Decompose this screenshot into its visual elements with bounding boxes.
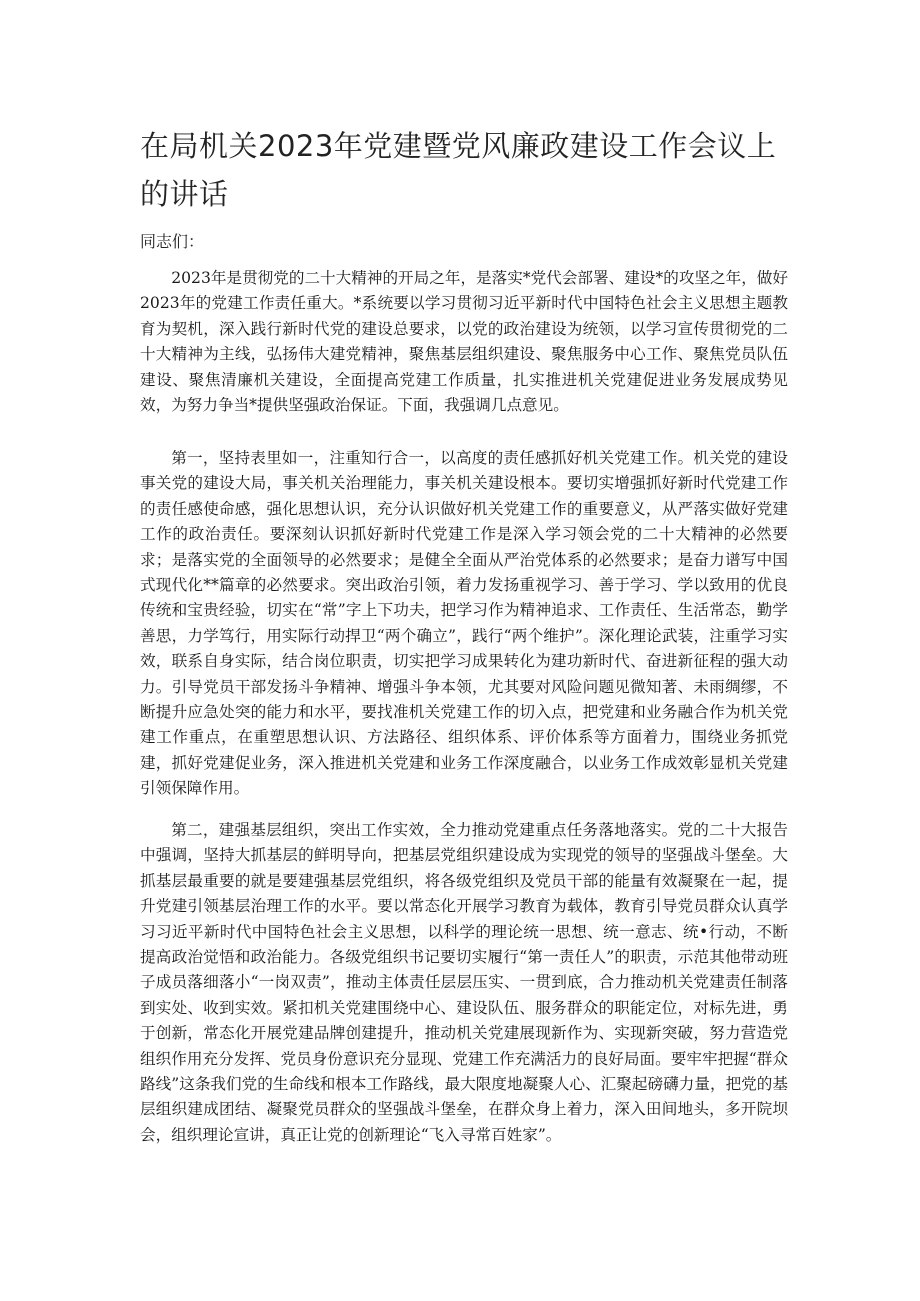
paragraph-second-point: 第二，建强基层组织，突出工作实效，全力推动党建重点任务落地落实。党的二十大报告中强调，坚持大抓基层的鲜明导向，把基层党组织建设成为实现党的领导的坚强战斗堡垒。大抓基层最重要的就是要建强基层党组织，将各级党组织及党员干部的能量有效凝聚在一起，提升党建引领基层治理工作的水平。要以常态化开展学习教育为载体，教育引导党员群众认真学习习近平新时代中国特色社会主义思想，以科学的理论统一思想、统一意志、统•行动，不断提高政治觉悟和政治能力。各级党组织书记要切实履行“第一责任人”的职责，示范其他带动班子成员落细落小“一岗双责”，推动主体责任层层压实、一贯到底，合力推动机关党建责任制落到实处、收到实效。紧扣机关党建围绕中心、建设队伍、服务群众的职能定位，对标先进，勇于创新，常态化开展党建品牌创建提升，推动机关党建展现新作为、实现新突破，努力营造党组织作用充分发挥、党员身份意识充分显现、党建工作充满活力的良好局面。要牢牢把握“群众路线”这条我们党的生命线和根本工作路线，最大限度地凝聚人心、汇聚起磅礴力量，把党的基层组织建成团结、凝聚党员群众的坚强战斗堡垒，在群众身上着力，深入田间地头，多开院坝会，组织理论宣讲，真正让党的创新理论“飞入寻常百姓家”。 — [140, 821, 788, 1144]
paragraph-intro: 2023年是贯彻党的二十大精神的开局之年，是落实*党代会部署、建设*的攻坚之年，做好2023年的党建工作责任重大。*系统要以学习贯彻习近平新时代中国特色社会主义思想主题教育为契机，深入践行新时代党的建设总要求，以党的政治建设为统领，以学习宣传贯彻党的二十大精神为主线，弘扬伟大建党精神，聚焦基层组织建设、聚焦服务中心工作、聚焦党员队伍建设、聚焦清廉机关建设，全面提高党建工作质量，扎实推进机关党建促进业务发展成势见效，为努力争当*提供坚强政治保证。下面，我强调几点意见。 — [140, 269, 788, 415]
greeting: 同志们： — [140, 232, 205, 251]
document-title: 在局机关2023年党建暨党风廉政建设工作会议上的讲话 — [140, 129, 777, 211]
paragraph-first-point: 第一，坚持表里如一，注重知行合一，以高度的责任感抓好机关党建工作。机关党的建设事关党的建设大局，事关机关治理能力，事关机关建设根本。要切实增强抓好新时代党建工作的责任感使命感，强化思想认识，充分认识做好机关党建工作的重要意义，从严落实做好党建工作的政治责任。要深刻认识抓好新时代党建工作是深入学习领会党的二十大精神的必然要求；是落实党的全面领导的必然要求；是健全全面从严治党体系的必然要求；是奋力谱写中国式现代化**篇章的必然要求。突出政治引领，着力发扬重视学习、善于学习、学以致用的优良传统和宝贵经验，切实在“常”字上下功夫，把学习作为精神追求、工作责任、生活常态，勤学善思，力学笃行，用实际行动捍卫“两个确立”，践行“两个维护”。深化理论武装，注重学习实效，联系自身实际，结合岗位职责，切实把学习成果转化为建功新时代、奋进新征程的强大动力。引导党员干部发扬斗争精神、增强斗争本领，尤其要对风险问题见微知著、未雨绸缪，不断提升应急处突的能力和水平，要找准机关党建工作的切入点，把党建和业务融合作为机关党建工作重点，在重塑思想认识、方法路径、组织体系、评价体系等方面着力，围绕业务抓党建，抓好党建促业务，深入推进机关党建和业务工作深度融合，以业务工作成效彰显机关党建引领保障作用。 — [140, 449, 788, 798]
